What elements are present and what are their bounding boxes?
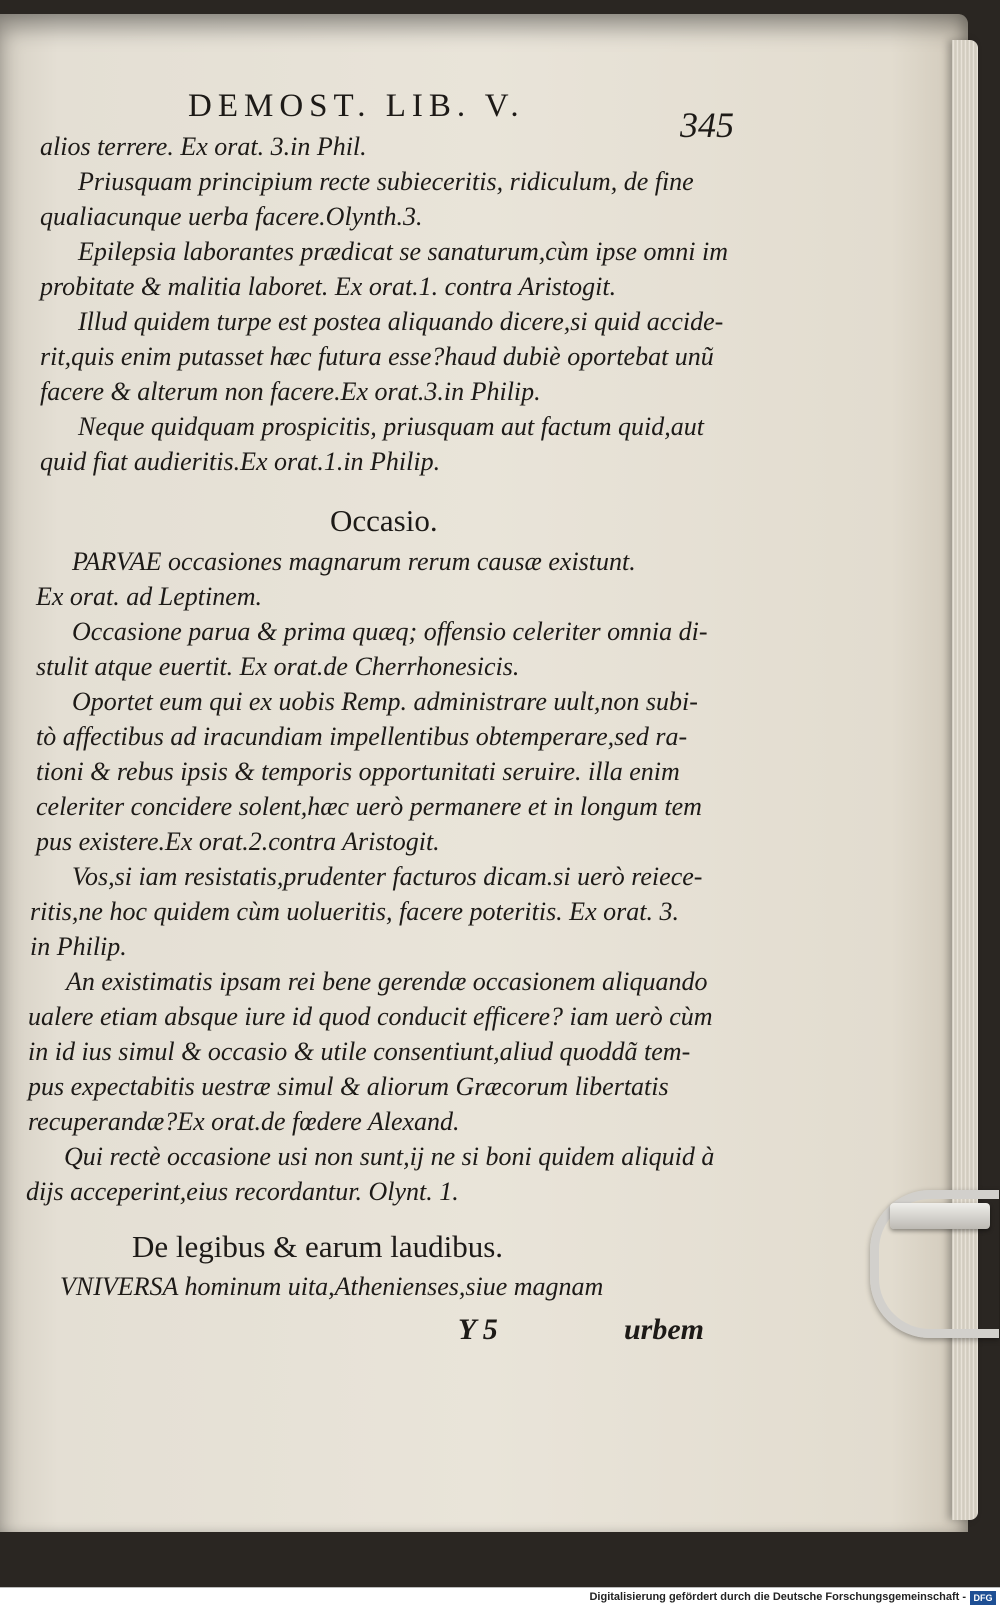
text-line: probitate & malitia laboret. Ex orat.1. contra Aristogit.	[40, 272, 617, 301]
text-line: Neque quidquam prospicitis, priusquam aut factum quid,aut	[78, 412, 704, 441]
text-line: Priusquam principium recte subieceritis, ridiculum, de fine	[78, 167, 694, 196]
dfg-logo: DFG	[970, 1591, 996, 1605]
text-line: Oportet eum qui ex uobis Remp. administrare uult,non subi-	[72, 687, 698, 716]
text-line: recuperandæ?Ex orat.de fœdere Alexand.	[28, 1107, 460, 1136]
text-line: Occasione parua & prima quæq; offensio celeriter omnia di-	[72, 617, 708, 646]
text-line: tò affectibus ad iracundiam impellentibus obtemperare,sed ra-	[36, 722, 688, 751]
footer-bar	[0, 1587, 1000, 1610]
text-line: alios terrere. Ex orat. 3.in Phil.	[40, 132, 367, 161]
text-line: Qui rectè occasione usi non sunt,ij ne si boni quidem aliquid à	[64, 1142, 715, 1171]
text-line: in Philip.	[30, 932, 127, 961]
text-line: facere & alterum non facere.Ex orat.3.in Philip.	[40, 377, 541, 406]
text-line: celeriter concidere solent,hæc uerò permanere et in longum tem	[36, 792, 702, 821]
catchword: urbem	[624, 1313, 705, 1346]
page-number: 345	[680, 105, 734, 145]
section-heading-occasio: Occasio.	[330, 503, 438, 538]
footer-credit: Digitalisierung gefördert durch die Deutsche Forschungsgemeinschaft -	[589, 1591, 966, 1603]
text-line: Ex orat. ad Leptinem.	[36, 582, 263, 611]
text-line: Illud quidem turpe est postea aliquando dicere,si quid accide-	[78, 307, 724, 336]
text-line: tioni & rebus ipsis & temporis opportunitati seruire. illa enim	[36, 757, 680, 786]
text-line: dijs acceperint,eius recordantur. Olynt. 1.	[26, 1177, 459, 1206]
text-line: ritis,ne hoc quidem cùm uolueritis, facere poteritis. Ex orat. 3.	[30, 897, 679, 926]
text-line: qualiacunque uerba facere.Olynth.3.	[40, 202, 423, 231]
text-line: pus existere.Ex orat.2.contra Aristogit.	[36, 827, 440, 856]
text-line: An existimatis ipsam rei bene gerendæ occasionem aliquando	[66, 967, 708, 996]
text-line: ualere etiam absque iure id quod conducit efficere? iam uerò cùm	[28, 1002, 713, 1031]
text-line: PARVAE occasiones magnarum rerum causæ existunt.	[72, 547, 636, 576]
signature-mark: Y 5	[458, 1313, 498, 1346]
text-line: stulit atque euertit. Ex orat.de Cherrhonesicis.	[36, 652, 520, 681]
text-line: quid fiat audieritis.Ex orat.1.in Philip.	[40, 447, 441, 476]
text-line: Epilepsia laborantes prædicat se sanaturum,cùm ipse omni im	[78, 237, 728, 266]
section-heading-de-legibus: De legibus & earum laudibus.	[132, 1229, 504, 1264]
text-line: rit,quis enim putasset hæc futura esse?haud dubiè oportebat unũ	[40, 342, 714, 371]
text-line: Vos,si iam resistatis,prudenter facturos dicam.si uerò reiece-	[72, 862, 703, 891]
running-head: DEMOST. LIB. V.	[188, 88, 525, 124]
text-line: VNIVERSA hominum uita,Athenienses,siue magnam	[60, 1272, 604, 1301]
text-line: pus expectabitis uestræ simul & aliorum Græcorum libertatis	[28, 1072, 669, 1101]
text-line: in id ius simul & occasio & utile consentiunt,aliud quoddã tem-	[28, 1037, 691, 1066]
